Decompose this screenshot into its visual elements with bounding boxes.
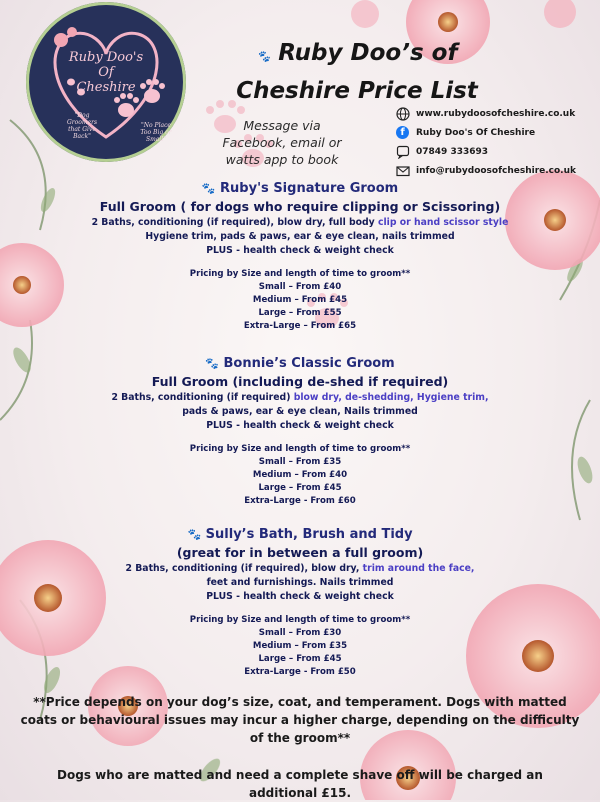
price-row: Extra-Large – From £65: [243, 321, 357, 331]
booking-message: Message via Facebook, email or watts app to book: [222, 118, 342, 167]
service-description: 2 Baths, conditioning (if required), blow dry, full body clip or hand scissor style: [91, 217, 509, 228]
website-link[interactable]: www.rubydoosofcheshire.co.uk: [416, 108, 576, 119]
paw-icon: 🐾: [201, 182, 216, 195]
paw-icon: 🐾: [205, 357, 219, 370]
service-description: pads & paws, ear & eye clean, Nails trimmed: [182, 406, 418, 417]
service-extras: PLUS - health check & weight check: [206, 420, 394, 431]
paw-icon: 🐾: [256, 50, 271, 63]
contact-list: [396, 104, 576, 180]
price-row: Large – From £55: [258, 308, 342, 318]
price-row: Medium – From £45: [252, 295, 348, 305]
price-row: Small – From £30: [258, 628, 342, 638]
whatsapp-icon: [396, 145, 410, 159]
globe-icon: [396, 107, 410, 121]
service-title: 🐾 Ruby's Signature Groom: [201, 181, 399, 196]
pricing-heading: Pricing by Size and length of time to groom**: [189, 444, 411, 454]
phone-row[interactable]: [396, 142, 576, 161]
price-row: Medium – From £35: [252, 641, 348, 651]
phone-number[interactable]: 07849 333693: [416, 146, 489, 157]
service-description: Hygiene trim, pads & paws, ear & eye clean, nails trimmed: [145, 231, 455, 242]
price-row: Small – From £40: [258, 282, 342, 292]
website-row[interactable]: [396, 104, 576, 123]
mail-icon: [396, 164, 410, 178]
pricing-heading: Pricing by Size and length of time to groom**: [189, 269, 411, 279]
service-title: 🐾 Bonnie’s Classic Groom: [205, 356, 395, 371]
logo-tagline-left: "Dog Groomers that Give Back": [66, 112, 98, 140]
shave-surcharge-note: Dogs who are matted and need a complete shave off will be charged an additional £15.: [57, 768, 543, 800]
service-subtitle: Full Groom (including de-shed if required): [151, 374, 449, 389]
service-description: 2 Baths, conditioning (if required), blow dry, trim around the face,: [125, 563, 475, 574]
logo-name-line1: Ruby Doo's: [68, 50, 144, 65]
service-description: 2 Baths, conditioning (if required) blow dry, de-shedding, Hygiene trim,: [111, 392, 489, 403]
price-row: Large – From £45: [258, 654, 342, 664]
service-bonnie-classic: [0, 355, 600, 508]
service-extras: PLUS - health check & weight check: [206, 591, 394, 602]
service-title: 🐾 Sully’s Bath, Brush and Tidy: [187, 527, 413, 542]
logo-tagline-right: "No Place Too Big or Small": [140, 122, 172, 143]
logo-name-line2: Of: [98, 65, 114, 80]
logo-name-line3: Cheshire: [76, 80, 136, 95]
service-subtitle: (great for in between a full groom): [176, 545, 424, 560]
facebook-row[interactable]: [396, 123, 576, 142]
service-sully-bath: [0, 526, 600, 679]
service-ruby-signature: [0, 180, 600, 333]
service-extras: PLUS - health check & weight check: [206, 245, 394, 256]
facebook-link[interactable]: Ruby Doo's Of Cheshire: [416, 127, 536, 138]
email-row[interactable]: [396, 161, 576, 180]
email-link[interactable]: info@rubydoosofcheshire.co.uk: [416, 165, 576, 176]
paw-icon: 🐾: [187, 528, 202, 541]
pricing-heading: Pricing by Size and length of time to groom**: [189, 615, 411, 625]
price-row: Extra-Large - From £50: [244, 667, 356, 677]
page-title: 🐾 Ruby Doo’s of Cheshire Price List: [236, 40, 478, 104]
price-row: Medium – From £40: [252, 470, 348, 480]
price-row: Extra-Large - From £60: [244, 496, 356, 506]
facebook-icon: f: [396, 126, 409, 139]
price-row: Large – From £45: [258, 483, 342, 493]
price-row: Small – From £35: [258, 457, 342, 467]
service-description: feet and furnishings. Nails trimmed: [206, 577, 394, 588]
service-subtitle: Full Groom ( for dogs who require clipping or Scissoring): [99, 199, 501, 214]
brand-logo: [26, 2, 186, 162]
pricing-footnote: **Price depends on your dog’s size, coat, and temperament. Dogs with matted coats or behavioural issues may incur a higher charge, depending on the difficulty of the groom**: [20, 695, 580, 745]
